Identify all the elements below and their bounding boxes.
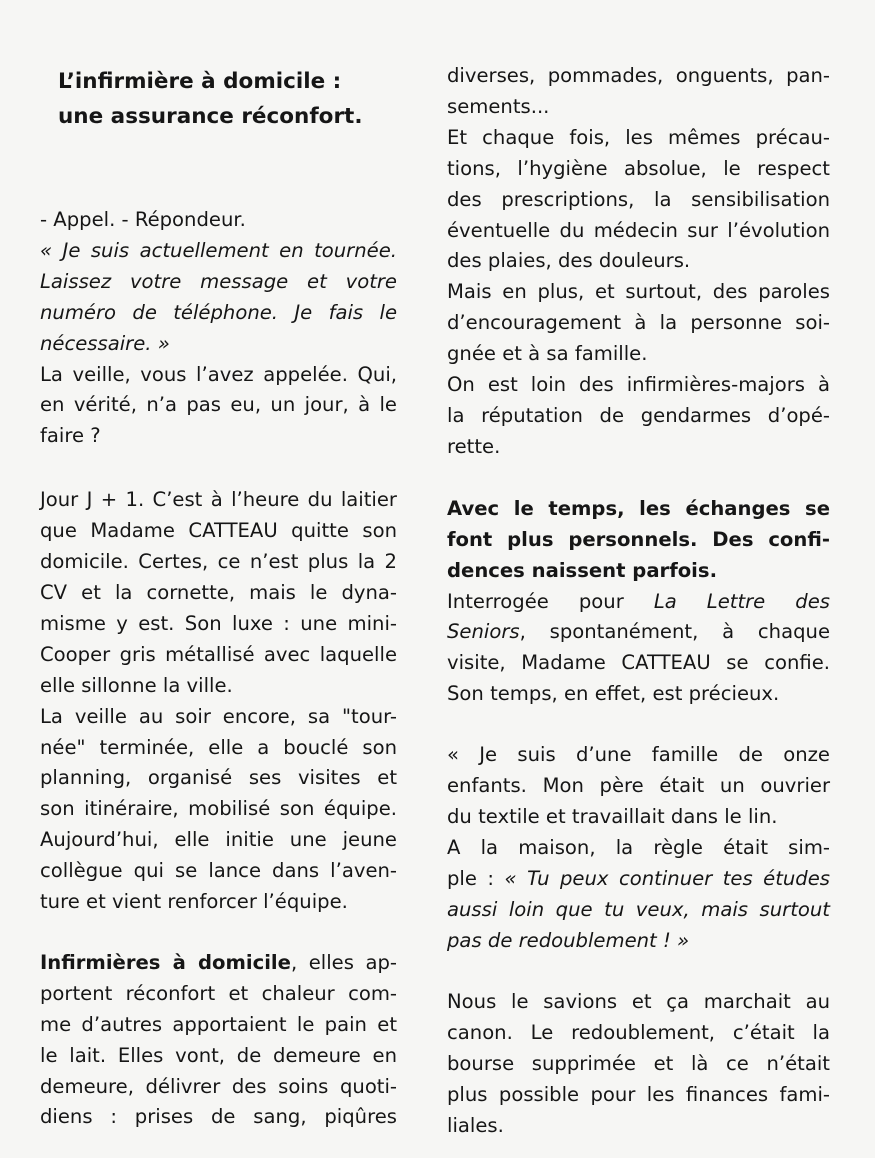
text-line: « Je suis d’une famille de onze (447, 743, 830, 767)
text-fragment: , spontanément, à chaque (519, 620, 830, 644)
text-line: Nous le savions et ça marchait au (447, 990, 830, 1014)
text-line: Jour J + 1. C’est à l’heure du laitier (40, 488, 397, 512)
paragraph (40, 948, 397, 1133)
text-line: du textile et travaillait dans le lin. (447, 804, 778, 828)
text-line (447, 617, 830, 648)
text-line: ture et vient renforcer l’équipe. (40, 890, 348, 914)
paragraph (40, 205, 397, 236)
text-line: aussi loin que tu veux, mais surtout (447, 897, 830, 921)
text-line: dences naissent parfois. (447, 558, 718, 582)
text-line: On est loin des infirmières-majors à (447, 373, 830, 397)
paragraph (447, 370, 830, 463)
article-title (58, 64, 397, 134)
bold-paragraph (447, 494, 830, 587)
text-line (40, 948, 397, 979)
left-column (40, 64, 397, 1133)
text-line: bourse supprimée et là ce n’était (447, 1052, 830, 1076)
text-line: pas de redoublement ! » (447, 928, 690, 952)
text-line: elle sillonne la ville. (40, 673, 233, 697)
paragraph (447, 587, 830, 711)
text-line: éventuelle du médecin sur l’évolution (447, 218, 830, 242)
publication-name: La Lettre des (653, 589, 830, 613)
text-line: me d’autres apportaient le pain et (40, 1012, 397, 1036)
text-line: diens : prises de sang, piqûres (40, 1105, 397, 1129)
text-line: le lait. Elles vont, de demeure en (40, 1043, 397, 1067)
text-line: canon. Le redoublement, c’était la (447, 1021, 830, 1045)
text-line: CV et la cornette, mais le dyna- (40, 580, 397, 604)
bold-phrase: Infirmières à domicile (40, 950, 291, 974)
text-line: misme y est. Son luxe : une mini- (40, 611, 397, 635)
text-line: son itinéraire, mobilisé son équipe. (40, 797, 397, 821)
text-line (447, 864, 830, 895)
text-line: La veille au soir encore, sa "tour- (40, 704, 397, 728)
text-line: domicile. Certes, ce n’est plus la 2 (40, 550, 397, 574)
text-line: tions, l’hygiène absolue, le respect (447, 156, 830, 180)
text-line: Laissez votre message et votre (40, 269, 397, 293)
text-line: d’encouragement à la personne soi- (447, 311, 830, 335)
text-fragment: , elles ap- (290, 950, 397, 974)
text-line: rette. (447, 434, 501, 458)
text-line: Aujourd’hui, elle initie une jeune (40, 828, 397, 852)
text-line: liales. (447, 1114, 504, 1138)
text-line: que Madame CATTEAU quitte son (40, 519, 397, 543)
text-line: Mais en plus, et surtout, des paroles (447, 280, 830, 304)
text-line: sements... (447, 94, 550, 118)
text-line: la réputation de gendarmes d’opé- (447, 403, 830, 427)
text-line: en vérité, n’a pas eu, un jour, à le (40, 393, 397, 417)
text-line: « Je suis actuellement en tournée. (40, 238, 397, 262)
right-column (447, 61, 830, 1142)
paragraph (447, 61, 830, 123)
text-line: diverses, pommades, onguents, pan- (447, 64, 830, 87)
text-line: Avec le temps, les échanges se (447, 496, 830, 520)
paragraph (447, 740, 830, 956)
title-line-2: une assurance réconfort. (58, 104, 363, 129)
text-line: Son temps, en effet, est précieux. (447, 682, 780, 706)
text-line (447, 587, 830, 618)
text-line: portent réconfort et chaleur com- (40, 981, 397, 1005)
text-line: nécessaire. » (40, 331, 170, 355)
quote-paragraph (40, 236, 397, 360)
text-line: Cooper gris métallisé avec laquelle (40, 642, 397, 666)
text-line: collègue qui se lance dans l’aven- (40, 859, 397, 883)
text-line: demeure, délivrer des soins quoti- (40, 1074, 397, 1098)
title-line-1: L’infirmière à domicile : (58, 69, 342, 94)
publication-name: Seniors (447, 620, 520, 644)
text-line: gnée et à sa famille. (447, 342, 648, 366)
paragraph (447, 123, 830, 278)
text-line: La veille, vous l’avez appelée. Qui, (40, 362, 397, 386)
text-line: des prescriptions, la sensibilisation (447, 187, 830, 211)
paragraph (447, 987, 830, 1142)
paragraph (40, 360, 397, 453)
quote-fragment: « Tu peux continuer tes études (504, 866, 830, 890)
paragraph (40, 485, 397, 701)
paragraph (447, 277, 830, 370)
text-line: enfants. Mon père était un ouvrier (447, 774, 830, 798)
text-line: planning, organisé ses visites et (40, 766, 397, 790)
text-line: font plus personnels. Des confi- (447, 527, 830, 551)
text-line: plus possible pour les finances fami- (447, 1083, 830, 1107)
text-fragment: ple : (447, 866, 505, 890)
text-line: Et chaque fois, les mêmes précau- (447, 125, 830, 149)
text-line: numéro de téléphone. Je fais le (40, 300, 397, 324)
text-line: visite, Madame CATTEAU se confie. (447, 651, 830, 675)
text-line: née" terminée, elle a bouclé son (40, 735, 397, 759)
text-line: des plaies, des douleurs. (447, 249, 691, 273)
text-fragment: Interrogée pour (447, 589, 654, 613)
text-line: faire ? (40, 424, 101, 448)
paragraph (40, 702, 397, 918)
text-line: A la maison, la règle était sim- (447, 835, 830, 859)
text-line: - Appel. - Répondeur. (40, 208, 246, 231)
